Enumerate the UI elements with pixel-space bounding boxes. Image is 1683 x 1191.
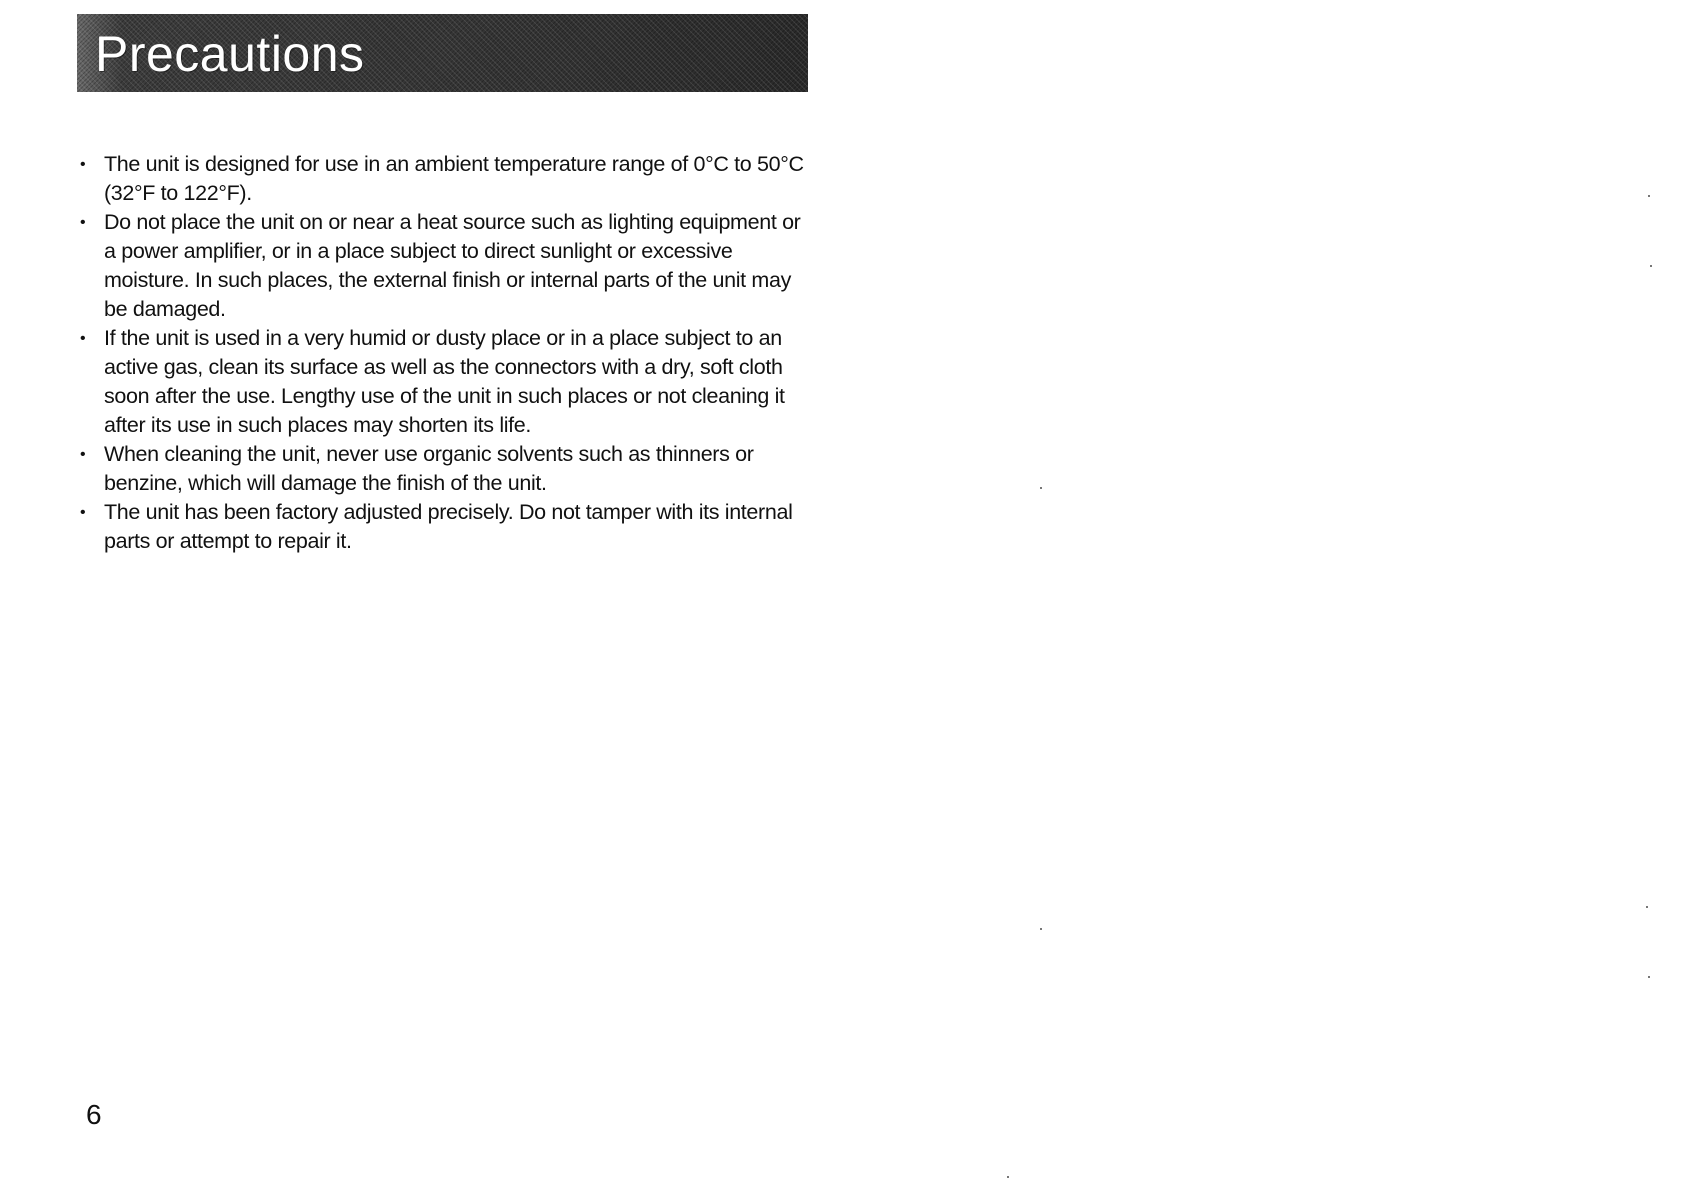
precaution-text: If the unit is used in a very humid or dusty place or in a place subject to an active gas, clean its surface as well as the connectors with a dry, soft cloth soon after the use. Lengthy use of the unit in such places or not cleaning it after its use in such places may shorten its life. bbox=[104, 326, 785, 437]
precaution-item bbox=[77, 324, 817, 440]
scan-speck bbox=[1007, 1176, 1009, 1178]
scan-speck bbox=[1648, 976, 1650, 978]
scan-speck bbox=[1040, 487, 1042, 489]
precautions-content bbox=[77, 150, 817, 556]
page-number: 6 bbox=[86, 1099, 102, 1130]
bullet-icon: • bbox=[80, 156, 86, 173]
section-title: Precautions bbox=[95, 26, 365, 82]
scan-speck bbox=[1650, 265, 1652, 267]
precaution-item bbox=[77, 498, 817, 556]
precaution-item bbox=[77, 440, 817, 498]
scan-speck bbox=[1646, 906, 1648, 908]
scan-speck bbox=[1040, 928, 1042, 930]
precaution-text: Do not place the unit on or near a heat source such as lighting equipment or a power amplifier, or in a place subject to direct sunlight or excessive moisture. In such places, the external finish or internal parts of the unit may be damaged. bbox=[104, 210, 801, 321]
section-header-bar bbox=[77, 14, 808, 92]
precaution-item bbox=[77, 150, 817, 208]
scan-speck bbox=[1648, 195, 1650, 197]
bullet-icon: • bbox=[80, 214, 86, 231]
bullet-icon: • bbox=[80, 504, 86, 521]
precautions-list bbox=[77, 150, 817, 556]
precaution-item bbox=[77, 208, 817, 324]
precaution-text: The unit has been factory adjusted precisely. Do not tamper with its internal parts or attempt to repair it. bbox=[104, 500, 793, 553]
precaution-text: When cleaning the unit, never use organic solvents such as thinners or benzine, which will damage the finish of the unit. bbox=[104, 442, 754, 495]
precaution-text: The unit is designed for use in an ambient temperature range of 0°C to 50°C (32°F to 122°F). bbox=[104, 152, 804, 205]
bullet-icon: • bbox=[80, 330, 86, 347]
bullet-icon: • bbox=[80, 446, 86, 463]
